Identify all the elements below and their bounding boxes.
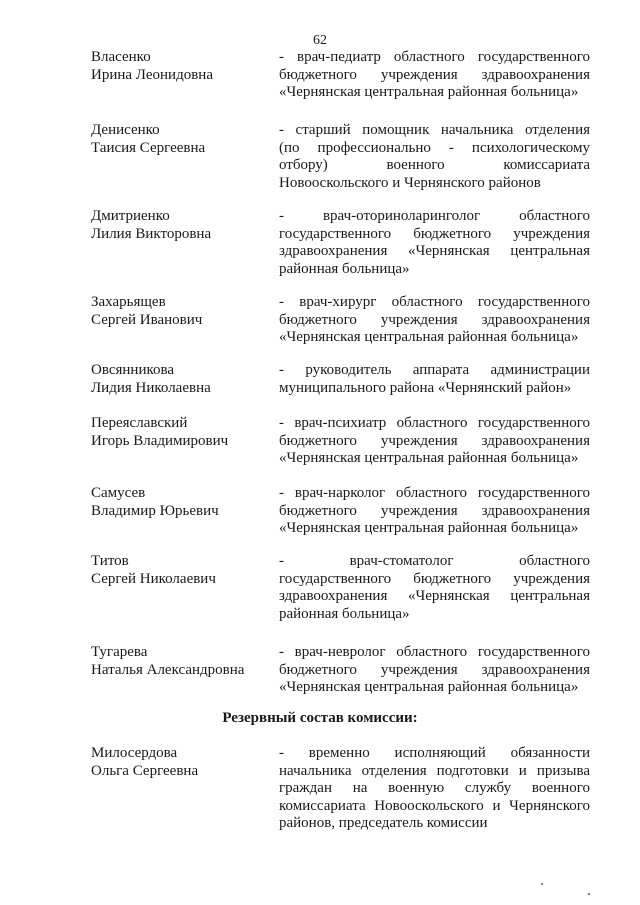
member-surname: Денисенко — [91, 122, 160, 138]
member-position — [279, 362, 590, 397]
member-surname: Власенко — [91, 49, 151, 65]
member-given-names: Сергей Иванович — [91, 311, 203, 328]
position-line: - врач-стоматолог областного — [279, 553, 590, 569]
member-given-names: Ирина Леонидовна — [91, 66, 213, 83]
member-name — [91, 122, 271, 157]
position-line: здравоохранения «Чернянская центральная — [279, 588, 590, 604]
member-given-names: Таисия Сергеевна — [91, 139, 206, 156]
member-name — [91, 415, 271, 450]
position-line: «Чернянская центральная районная больница» — [279, 679, 579, 695]
position-line: здравоохранения «Чернянская центральная — [279, 243, 590, 259]
position-line: «Чернянская центральная районная больница» — [279, 329, 579, 345]
member-surname: Переяславский — [91, 415, 188, 431]
position-line: районная больница» — [279, 605, 410, 622]
member-position — [279, 415, 590, 468]
member-surname: Милосердова — [91, 745, 178, 761]
member-name — [91, 294, 271, 329]
page-number: 62 — [313, 33, 327, 48]
position-line: «Чернянская центральная районная больница» — [279, 450, 579, 466]
position-line: бюджетного учреждения здравоохранения — [279, 661, 590, 678]
position-line: - врач-хирург областного государственного — [279, 294, 590, 310]
position-line: - временно исполняющий обязанности — [279, 745, 590, 761]
position-line: - врач-психиатр областного государственного — [279, 415, 590, 431]
member-given-names: Игорь Владимирович — [91, 432, 229, 449]
position-line: государственного бюджетного учреждения — [279, 225, 590, 242]
position-line: начальника отделения подготовки и призыва — [279, 762, 590, 779]
member-position — [279, 644, 590, 697]
position-line: - руководитель аппарата администрации — [279, 362, 590, 378]
member-given-names: Владимир Юрьевич — [91, 502, 219, 519]
member-surname: Титов — [91, 553, 129, 569]
position-line: Новооскольского и Чернянского районов — [279, 174, 541, 191]
position-line: «Чернянская центральная районная больница» — [279, 520, 579, 536]
position-line: муниципального района «Чернянский район» — [279, 379, 572, 396]
member-surname: Дмитриенко — [91, 208, 170, 224]
position-line: комиссариата Новооскольского и Чернянского — [279, 797, 590, 814]
member-position — [279, 553, 590, 623]
member-name — [91, 644, 271, 679]
member-given-names: Лилия Викторовна — [91, 225, 212, 242]
position-line: бюджетного учреждения здравоохранения — [279, 66, 590, 83]
position-line: бюджетного учреждения здравоохранения — [279, 311, 590, 328]
member-name — [91, 745, 271, 780]
member-surname: Самусев — [91, 485, 146, 501]
member-position — [279, 122, 590, 192]
member-name — [91, 208, 271, 243]
position-line: - старший помощник начальника отделения — [279, 122, 590, 138]
member-name — [91, 485, 271, 520]
position-line: (по профессионально - психологическому — [279, 139, 590, 156]
scan-mark — [588, 893, 590, 895]
position-line: граждан на военную службу военного — [279, 780, 590, 796]
reserve-section-heading: Резервный состав комиссии: — [222, 710, 418, 726]
member-given-names: Ольга Сергеевна — [91, 762, 199, 779]
member-position — [279, 294, 590, 347]
member-surname: Овсянникова — [91, 362, 175, 378]
scan-mark — [541, 883, 543, 885]
position-line: - врач-педиатр областного государственного — [279, 49, 590, 65]
member-surname: Тугарева — [91, 644, 148, 660]
member-given-names: Наталья Александровна — [91, 661, 245, 678]
member-position — [279, 49, 590, 102]
member-given-names: Сергей Николаевич — [91, 570, 216, 587]
position-line: - врач-оториноларинголог областного — [279, 208, 590, 224]
member-surname: Захарьящев — [91, 294, 166, 310]
position-line: отбору) военного комиссариата — [279, 157, 590, 173]
member-name — [91, 553, 271, 588]
member-position — [279, 485, 590, 538]
member-position — [279, 208, 590, 278]
position-line: государственного бюджетного учреждения — [279, 570, 590, 587]
position-line: - врач-невролог областного государственного — [279, 644, 590, 660]
position-line: районная больница» — [279, 260, 410, 277]
position-line: «Чернянская центральная районная больница» — [279, 84, 579, 100]
member-name — [91, 362, 271, 397]
member-name — [91, 49, 271, 84]
position-line: - врач-нарколог областного государственного — [279, 485, 590, 501]
position-line: бюджетного учреждения здравоохранения — [279, 432, 590, 449]
position-line: бюджетного учреждения здравоохранения — [279, 502, 590, 519]
member-position — [279, 745, 590, 833]
position-line: районов, председатель комиссии — [279, 815, 488, 831]
member-given-names: Лидия Николаевна — [91, 379, 211, 396]
